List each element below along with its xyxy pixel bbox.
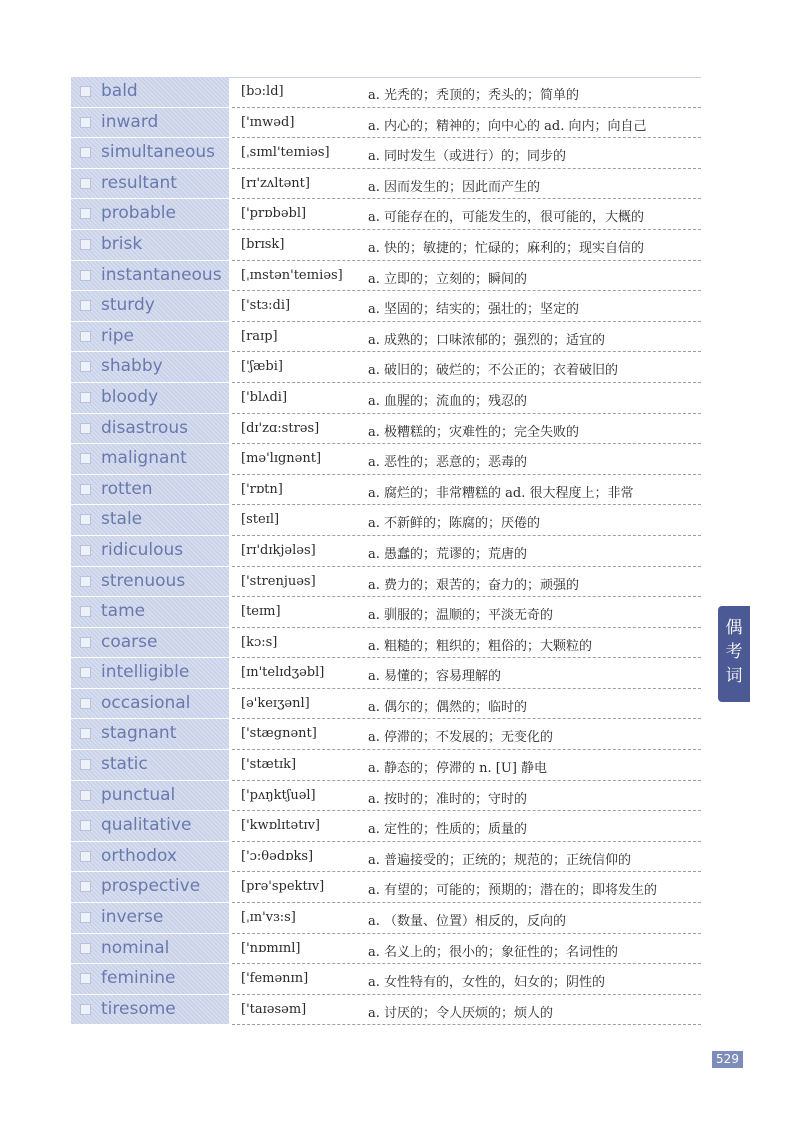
word-cell bbox=[71, 291, 229, 322]
definition: a. 腐烂的；非常糟糕的 ad. 很大程度上；非常 bbox=[368, 485, 634, 501]
checkbox-icon[interactable] bbox=[80, 759, 91, 770]
checkbox-icon[interactable] bbox=[80, 728, 91, 739]
word-cell bbox=[71, 719, 229, 750]
side-tab-char: 词 bbox=[725, 666, 743, 686]
vocab-row bbox=[71, 383, 701, 414]
definition: a. 光秃的；秃顶的；秃头的；简单的 bbox=[368, 88, 580, 103]
vocab-row bbox=[71, 658, 701, 689]
checkbox-icon[interactable] bbox=[80, 392, 91, 403]
checkbox-icon[interactable] bbox=[80, 239, 91, 250]
checkbox-icon[interactable] bbox=[80, 361, 91, 372]
phonetic-transcription: [mə'lɪgnənt] bbox=[241, 451, 322, 467]
phonetic-transcription: ['ʃæbi] bbox=[241, 359, 283, 375]
vocabulary-table bbox=[71, 77, 701, 1025]
vocab-word: nominal bbox=[101, 937, 170, 958]
checkbox-icon[interactable] bbox=[80, 147, 91, 158]
vocab-row bbox=[71, 291, 701, 322]
definition: a. 讨厌的；令人厌烦的；烦人的 bbox=[368, 1005, 554, 1021]
definition: a. 血腥的；流血的；残忍的 bbox=[368, 393, 528, 409]
vocab-row bbox=[71, 719, 701, 750]
vocab-word: ridiculous bbox=[101, 539, 184, 560]
checkbox-icon[interactable] bbox=[80, 820, 91, 831]
vocab-row bbox=[71, 169, 701, 200]
vocab-row bbox=[71, 903, 701, 934]
vocab-word: instantaneous bbox=[101, 264, 222, 285]
definition: a. 驯服的；温顺的；平淡无奇的 bbox=[368, 608, 554, 624]
definition: a. 按时的；准时的；守时的 bbox=[368, 791, 528, 807]
phonetic-transcription: [rɪ'zʌltənt] bbox=[241, 175, 310, 191]
word-cell bbox=[71, 934, 229, 965]
vocab-word: rotten bbox=[101, 478, 153, 499]
vocab-word: tame bbox=[101, 601, 146, 622]
vocab-word: bald bbox=[101, 81, 138, 101]
definition: a. 可能存在的，可能发生的，很可能的，大概的 bbox=[368, 210, 645, 226]
checkbox-icon[interactable] bbox=[80, 881, 91, 892]
definition: a. 内心的；精神的；向中心的 ad. 向内；向自己 bbox=[368, 118, 647, 134]
checkbox-icon[interactable] bbox=[80, 790, 91, 801]
vocab-word: static bbox=[101, 754, 148, 775]
phonetic-transcription: [teɪm] bbox=[241, 604, 281, 620]
definition: a. 恶性的；恶意的；恶毒的 bbox=[368, 455, 528, 471]
checkbox-icon[interactable] bbox=[80, 208, 91, 219]
phonetic-transcription: ['femənɪn] bbox=[241, 971, 309, 987]
vocab-row bbox=[71, 475, 701, 506]
vocab-word: shabby bbox=[101, 356, 163, 377]
phonetic-transcription: ['blʌdi] bbox=[241, 389, 288, 405]
phonetic-transcription: ['taɪəsəm] bbox=[241, 1001, 307, 1017]
vocab-word: disastrous bbox=[101, 417, 188, 438]
word-cell bbox=[71, 383, 229, 414]
definition: a. 破旧的；破烂的；不公正的；衣着破旧的 bbox=[368, 363, 619, 379]
vocab-row bbox=[71, 872, 701, 903]
phonetic-transcription: ['ɔ:θədɒks] bbox=[241, 848, 314, 864]
vocab-row bbox=[71, 964, 701, 995]
checkbox-icon[interactable] bbox=[80, 851, 91, 862]
definition: a. 停滞的；不发展的；无变化的 bbox=[368, 730, 554, 746]
phonetic-transcription: [ə'keɪʒənl] bbox=[241, 695, 310, 711]
word-cell bbox=[71, 322, 229, 353]
definition: a. 静态的；停滞的 n. [U] 静电 bbox=[368, 761, 548, 777]
vocab-row bbox=[71, 597, 701, 628]
vocab-word: feminine bbox=[101, 968, 176, 989]
vocab-word: resultant bbox=[101, 172, 177, 193]
vocab-row bbox=[71, 995, 701, 1026]
vocab-row bbox=[71, 108, 701, 139]
vocab-row bbox=[71, 934, 701, 965]
word-cell bbox=[71, 536, 229, 567]
checkbox-icon[interactable] bbox=[80, 973, 91, 984]
section-side-tab bbox=[718, 606, 750, 702]
checkbox-icon[interactable] bbox=[80, 698, 91, 709]
phonetic-transcription: ['stægnənt] bbox=[241, 726, 317, 742]
vocab-row bbox=[71, 689, 701, 720]
side-tab-char: 考 bbox=[725, 642, 743, 662]
phonetic-transcription: ['stɜ:di] bbox=[241, 298, 291, 314]
vocab-word: malignant bbox=[101, 448, 187, 469]
vocab-row bbox=[71, 444, 701, 475]
phonetic-transcription: [ˌɪn'vɜ:s] bbox=[241, 910, 296, 926]
definition: a. 粗糙的；粗织的；粗俗的；大颗粒的 bbox=[368, 638, 593, 654]
vocab-word: brisk bbox=[101, 233, 143, 254]
definition: a. 快的；敏捷的；忙碌的；麻利的；现实自信的 bbox=[368, 240, 645, 256]
definition: a. 坚固的；结实的；强壮的；坚定的 bbox=[368, 302, 580, 318]
vocab-word: inverse bbox=[101, 907, 164, 928]
vocab-row bbox=[71, 567, 701, 598]
word-cell bbox=[71, 964, 229, 995]
vocab-word: strenuous bbox=[101, 570, 186, 591]
word-cell bbox=[71, 230, 229, 261]
vocab-row bbox=[71, 628, 701, 659]
vocab-word: intelligible bbox=[101, 662, 190, 683]
checkbox-icon[interactable] bbox=[80, 117, 91, 128]
vocab-word: qualitative bbox=[101, 815, 192, 836]
word-cell bbox=[71, 414, 229, 445]
vocab-row bbox=[71, 811, 701, 842]
phonetic-transcription: ['stætɪk] bbox=[241, 757, 297, 773]
phonetic-transcription: [ˌɪnstən'teɪniəs] bbox=[241, 267, 343, 283]
definition: a. 极糟糕的；灾难性的；完全失败的 bbox=[368, 424, 580, 440]
word-cell bbox=[71, 108, 229, 139]
definition: a. 成熟的；口味浓郁的；强烈的；适宜的 bbox=[368, 332, 606, 348]
word-cell bbox=[71, 903, 229, 934]
definition: a. 易懂的；容易理解的 bbox=[368, 669, 502, 685]
vocab-row bbox=[71, 199, 701, 230]
phonetic-transcription: [rɪ'dɪkjələs] bbox=[241, 542, 316, 558]
word-cell bbox=[71, 842, 229, 873]
checkbox-icon[interactable] bbox=[80, 637, 91, 648]
phonetic-transcription: [prə'spektɪv] bbox=[241, 879, 325, 895]
word-cell bbox=[71, 811, 229, 842]
vocab-word: occasional bbox=[101, 692, 191, 713]
vocab-row bbox=[71, 230, 701, 261]
word-cell bbox=[71, 872, 229, 903]
checkbox-icon[interactable] bbox=[80, 943, 91, 954]
word-cell bbox=[71, 444, 229, 475]
phonetic-transcription: ['pʌŋktʃuəl] bbox=[241, 787, 316, 803]
checkbox-icon[interactable] bbox=[80, 667, 91, 678]
word-cell bbox=[71, 689, 229, 720]
page-number: 529 bbox=[712, 1051, 743, 1068]
checkbox-icon[interactable] bbox=[80, 300, 91, 311]
definition: a. 愚蠢的；荒谬的；荒唐的 bbox=[368, 546, 528, 562]
vocab-row bbox=[71, 505, 701, 536]
definition: a. 有望的；可能的；预期的；潜在的；即将发生的 bbox=[368, 883, 658, 899]
vocab-word: stagnant bbox=[101, 723, 177, 744]
word-cell bbox=[71, 628, 229, 659]
phonetic-transcription: [ɪn'telɪdʒəbl] bbox=[241, 665, 325, 681]
vocab-word: inward bbox=[101, 111, 159, 132]
checkbox-icon[interactable] bbox=[80, 484, 91, 495]
vocab-word: coarse bbox=[101, 631, 158, 652]
vocab-row bbox=[71, 322, 701, 353]
word-cell bbox=[71, 658, 229, 689]
vocab-row bbox=[71, 414, 701, 445]
phonetic-transcription: ['strenjuəs] bbox=[241, 573, 316, 589]
vocab-row bbox=[71, 781, 701, 812]
vocab-word: simultaneous bbox=[101, 142, 215, 163]
checkbox-icon[interactable] bbox=[80, 606, 91, 617]
checkbox-icon[interactable] bbox=[80, 514, 91, 525]
word-cell bbox=[71, 77, 229, 108]
word-cell bbox=[71, 138, 229, 169]
word-cell bbox=[71, 750, 229, 781]
word-cell bbox=[71, 597, 229, 628]
phonetic-transcription: ['ɪnwəd] bbox=[241, 114, 295, 130]
phonetic-transcription: [dɪ'zɑ:strəs] bbox=[241, 420, 320, 436]
vocab-row bbox=[71, 842, 701, 873]
phonetic-transcription: [bɔ:ld] bbox=[241, 84, 284, 99]
phonetic-transcription: [kɔ:s] bbox=[241, 634, 278, 650]
word-cell bbox=[71, 505, 229, 536]
checkbox-icon[interactable] bbox=[80, 912, 91, 923]
vocab-row bbox=[71, 352, 701, 383]
vocab-word: orthodox bbox=[101, 845, 177, 866]
checkbox-icon[interactable] bbox=[80, 576, 91, 587]
word-cell bbox=[71, 475, 229, 506]
word-cell bbox=[71, 261, 229, 292]
phonetic-transcription: ['rɒtn] bbox=[241, 481, 283, 497]
phonetic-transcription: ['prɒbəbl] bbox=[241, 206, 307, 222]
phonetic-transcription: [raɪp] bbox=[241, 328, 278, 344]
word-cell bbox=[71, 995, 229, 1026]
definition: a. 费力的；艰苦的；奋力的；顽强的 bbox=[368, 577, 580, 593]
vocab-word: bloody bbox=[101, 386, 159, 407]
checkbox-icon[interactable] bbox=[80, 423, 91, 434]
vocab-word: prospective bbox=[101, 876, 201, 897]
definition: a. 同时发生（或进行）的；同步的 bbox=[368, 149, 567, 165]
checkbox-icon[interactable] bbox=[80, 270, 91, 281]
vocab-row bbox=[71, 750, 701, 781]
vocab-row bbox=[71, 77, 701, 108]
vocab-row bbox=[71, 536, 701, 567]
checkbox-icon[interactable] bbox=[80, 331, 91, 342]
checkbox-icon[interactable] bbox=[80, 545, 91, 556]
definition: a. 不新鲜的；陈腐的；厌倦的 bbox=[368, 516, 541, 532]
phonetic-transcription: ['nɒmɪnl] bbox=[241, 940, 301, 956]
phonetic-transcription: [brɪsk] bbox=[241, 236, 285, 252]
vocab-word: probable bbox=[101, 203, 176, 224]
checkbox-icon[interactable] bbox=[80, 178, 91, 189]
checkbox-icon[interactable] bbox=[80, 453, 91, 464]
vocab-word: punctual bbox=[101, 784, 176, 805]
word-cell bbox=[71, 567, 229, 598]
phonetic-transcription: [ˌsɪml'teɪniəs] bbox=[241, 145, 330, 161]
side-tab-char: 偶 bbox=[725, 618, 743, 638]
definition: a. 立即的；立刻的；瞬间的 bbox=[368, 271, 528, 287]
definition: a. 女性特有的，女性的，妇女的；阴性的 bbox=[368, 975, 606, 991]
vocab-word: tiresome bbox=[101, 998, 176, 1019]
vocab-row bbox=[71, 261, 701, 292]
vocab-word: stale bbox=[101, 509, 143, 530]
phonetic-transcription: ['kwɒlɪtətɪv] bbox=[241, 818, 321, 834]
word-cell bbox=[71, 352, 229, 383]
phonetic-transcription: [steɪl] bbox=[241, 512, 280, 528]
vocab-row bbox=[71, 138, 701, 169]
checkbox-icon[interactable] bbox=[80, 86, 91, 97]
definition: a. 名义上的；很小的；象征性的；名词性的 bbox=[368, 944, 619, 960]
definition: a. 偶尔的；偶然的；临时的 bbox=[368, 699, 528, 715]
word-cell bbox=[71, 781, 229, 812]
definition: a. 普遍接受的；正统的；规范的；正统信仰的 bbox=[368, 852, 632, 868]
definition: a. 定性的；性质的；质量的 bbox=[368, 822, 528, 838]
definition: a. （数量、位置）相反的，反向的 bbox=[368, 914, 567, 930]
word-cell bbox=[71, 199, 229, 230]
definition: a. 因而发生的；因此而产生的 bbox=[368, 179, 541, 195]
vocab-word: ripe bbox=[101, 325, 134, 346]
checkbox-icon[interactable] bbox=[80, 1004, 91, 1015]
word-cell bbox=[71, 169, 229, 200]
vocab-word: sturdy bbox=[101, 295, 155, 316]
